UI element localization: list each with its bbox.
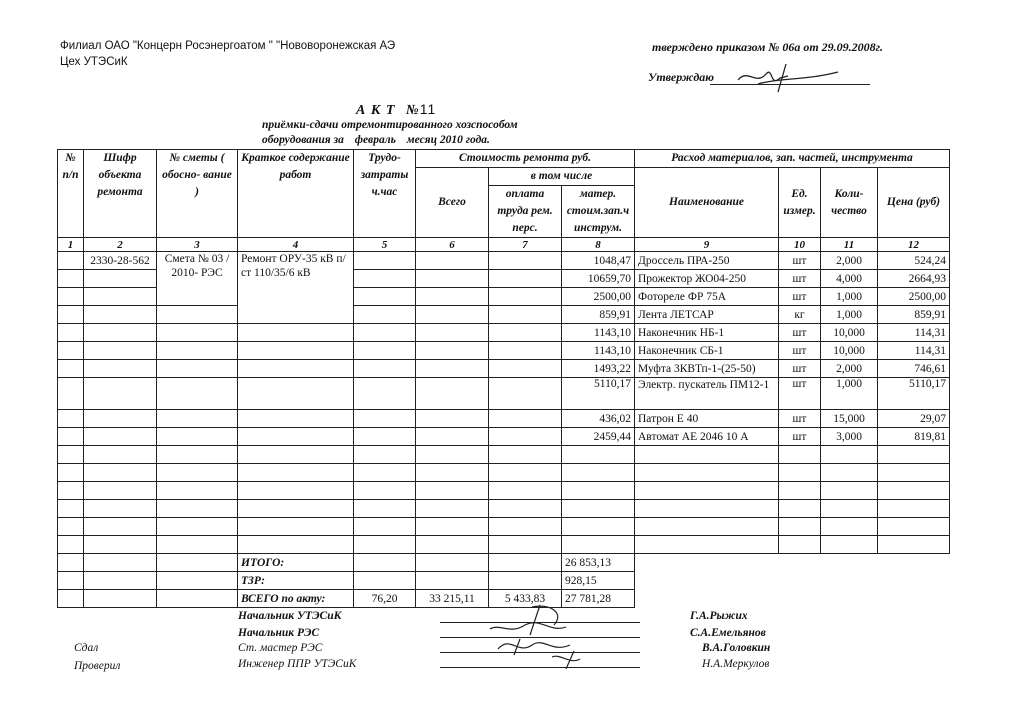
material-name: Дроссель ПРА-250 xyxy=(635,252,779,270)
material-qty: 1,000 xyxy=(821,288,878,306)
vsego-label: ВСЕГО по акту: xyxy=(238,590,354,608)
handed-over-label: Сдал xyxy=(74,642,99,654)
table-row xyxy=(58,324,950,342)
col-header-n: № п/п xyxy=(58,150,84,238)
organization-name: Филиал ОАО "Концерн Росэнергоатом " "Нововоронежская АЭ xyxy=(60,40,396,52)
material-qty: 3,000 xyxy=(821,428,878,446)
col-header-pay: оплата труда рем. перс. xyxy=(489,186,562,238)
col-number: 2 xyxy=(84,238,157,252)
empty-row xyxy=(58,518,950,536)
empty-row xyxy=(58,500,950,518)
col-number: 12 xyxy=(878,238,950,252)
material-name: Наконечник СБ-1 xyxy=(635,342,779,360)
col-header-materials-group: Расход материалов, зап. частей, инструмента xyxy=(635,150,950,168)
sign-name-3: В.А.Головкин xyxy=(702,642,771,654)
act-title: А К Т xyxy=(356,103,396,118)
act-period xyxy=(262,134,490,146)
material-unit: кг xyxy=(779,306,821,324)
material-unit: шт xyxy=(779,360,821,378)
mater-cost: 5110,17 xyxy=(562,378,635,410)
material-name: Наконечник НБ-1 xyxy=(635,324,779,342)
material-price: 114,31 xyxy=(878,324,950,342)
col-header-estimate: № сметы ( обосно- вание ) xyxy=(157,150,238,238)
act-subtitle: приёмки-сдачи отремонтированного хозспособом xyxy=(262,119,518,131)
vsego-total: 33 215,11 xyxy=(416,590,489,608)
material-qty: 10,000 xyxy=(821,342,878,360)
col-number: 8 xyxy=(562,238,635,252)
material-unit: шт xyxy=(779,410,821,428)
material-price: 2664,93 xyxy=(878,270,950,288)
material-qty: 1,000 xyxy=(821,306,878,324)
material-price: 114,31 xyxy=(878,342,950,360)
col-header-code: Шифр объекта ремонта xyxy=(84,150,157,238)
material-unit: шт xyxy=(779,288,821,306)
itogo-row xyxy=(58,554,950,572)
material-name: Муфта 3КВТп-1-(25-50) xyxy=(635,360,779,378)
material-qty: 1,000 xyxy=(821,378,878,410)
table-row xyxy=(58,410,950,428)
table-row xyxy=(58,378,950,410)
material-qty: 2,000 xyxy=(821,252,878,270)
col-number: 4 xyxy=(238,238,354,252)
material-price: 5110,17 xyxy=(878,378,950,410)
approve-signature xyxy=(718,58,848,94)
material-unit: шт xyxy=(779,378,821,410)
sign-name-4: Н.А.Меркулов xyxy=(702,658,770,670)
table-row xyxy=(58,360,950,378)
col-header-work: Краткое содержание работ xyxy=(238,150,354,238)
mater-cost: 2500,00 xyxy=(562,288,635,306)
object-code: 2330-28-562 xyxy=(84,252,157,270)
estimate-ref: Смета № 03 / 2010- РЭС xyxy=(157,252,238,306)
empty-row xyxy=(58,464,950,482)
material-price: 819,81 xyxy=(878,428,950,446)
mater-cost: 1048,47 xyxy=(562,252,635,270)
tzr-mater: 928,15 xyxy=(562,572,635,590)
vsego-labor: 76,20 xyxy=(354,590,416,608)
tzr-row xyxy=(58,572,950,590)
material-price: 2500,00 xyxy=(878,288,950,306)
table-row xyxy=(58,252,950,270)
material-name: Автомат АЕ 2046 10 А xyxy=(635,428,779,446)
col-header-including: в том числе xyxy=(489,168,635,186)
col-header-cost-group: Стоимость ремонта руб. xyxy=(416,150,635,168)
col-number: 7 xyxy=(489,238,562,252)
itogo-label: ИТОГО: xyxy=(238,554,354,572)
checked-label: Проверил xyxy=(74,660,121,672)
col-header-price: Цена (руб) xyxy=(878,168,950,238)
sign-title-2: Начальник РЭС xyxy=(238,627,320,639)
sign-title-3: Ст. мастер РЭС xyxy=(238,642,323,654)
mater-cost: 10659,70 xyxy=(562,270,635,288)
act-number: 11 xyxy=(419,101,437,117)
material-name: Электр. пускатель ПМ12-1 xyxy=(635,378,779,410)
col-number: 10 xyxy=(779,238,821,252)
mater-cost: 859,91 xyxy=(562,306,635,324)
material-price: 524,24 xyxy=(878,252,950,270)
act-number-label: № xyxy=(405,103,420,118)
col-number: 3 xyxy=(157,238,238,252)
col-number: 11 xyxy=(821,238,878,252)
mater-cost: 1143,10 xyxy=(562,342,635,360)
col-number: 6 xyxy=(416,238,489,252)
itogo-mater: 26 853,13 xyxy=(562,554,635,572)
material-qty: 10,000 xyxy=(821,324,878,342)
material-qty: 2,000 xyxy=(821,360,878,378)
mater-cost: 1493,22 xyxy=(562,360,635,378)
empty-row xyxy=(58,482,950,500)
material-unit: шт xyxy=(779,270,821,288)
material-unit: шт xyxy=(779,324,821,342)
table-row xyxy=(58,306,950,324)
col-header-labor: Трудо- затраты ч.час xyxy=(354,150,416,238)
sign-title-4: Инженер ППР УТЭСиК xyxy=(238,658,357,670)
mater-cost: 1143,10 xyxy=(562,324,635,342)
period-month: февраль xyxy=(354,134,396,146)
material-name: Прожектор ЖО04-250 xyxy=(635,270,779,288)
material-price: 746,61 xyxy=(878,360,950,378)
period-suffix: месяц 2010 года. xyxy=(406,134,490,146)
act-table xyxy=(57,149,950,608)
material-price: 29,07 xyxy=(878,410,950,428)
col-header-total: Всего xyxy=(416,168,489,238)
col-header-name: Наименование xyxy=(635,168,779,238)
vsego-pay: 5 433,83 xyxy=(489,590,562,608)
col-numbers-row xyxy=(58,238,950,252)
period-prefix: оборудования за xyxy=(262,134,344,146)
empty-row xyxy=(58,446,950,464)
col-header-unit: Ед. измер. xyxy=(779,168,821,238)
mater-cost: 2459,44 xyxy=(562,428,635,446)
col-number: 5 xyxy=(354,238,416,252)
material-qty: 15,000 xyxy=(821,410,878,428)
work-description: Ремонт ОРУ-35 кВ п/ст 110/35/6 кВ xyxy=(238,252,354,324)
table-row xyxy=(58,342,950,360)
material-unit: шт xyxy=(779,252,821,270)
signatures-handwritten xyxy=(470,595,610,675)
material-name: Патрон Е 40 xyxy=(635,410,779,428)
material-name: Лента ЛЕТСАР xyxy=(635,306,779,324)
material-qty: 4,000 xyxy=(821,270,878,288)
col-number: 1 xyxy=(58,238,84,252)
sign-name-1: Г.А.Рыжих xyxy=(690,610,748,622)
material-price: 859,91 xyxy=(878,306,950,324)
empty-row xyxy=(58,536,950,554)
mater-cost: 436,02 xyxy=(562,410,635,428)
col-header-qty: Коли- чество xyxy=(821,168,878,238)
tzr-label: ТЗР: xyxy=(238,572,354,590)
col-number: 9 xyxy=(635,238,779,252)
sign-title-1: Начальник УТЭСиК xyxy=(238,610,342,622)
material-name: Фотореле ФР 75А xyxy=(635,288,779,306)
approval-note: тверждено приказом № 06а от 29.09.2008г. xyxy=(652,40,883,54)
material-unit: шт xyxy=(779,342,821,360)
department-name: Цех УТЭСиК xyxy=(60,56,128,68)
sign-name-2: С.А.Емельянов xyxy=(690,627,766,639)
material-unit: шт xyxy=(779,428,821,446)
table-row xyxy=(58,428,950,446)
vsego-mater: 27 781,28 xyxy=(562,590,635,608)
approve-label: Утверждаю xyxy=(648,70,715,84)
col-header-mater: матер. стоим.зап.ч инструм. xyxy=(562,186,635,238)
